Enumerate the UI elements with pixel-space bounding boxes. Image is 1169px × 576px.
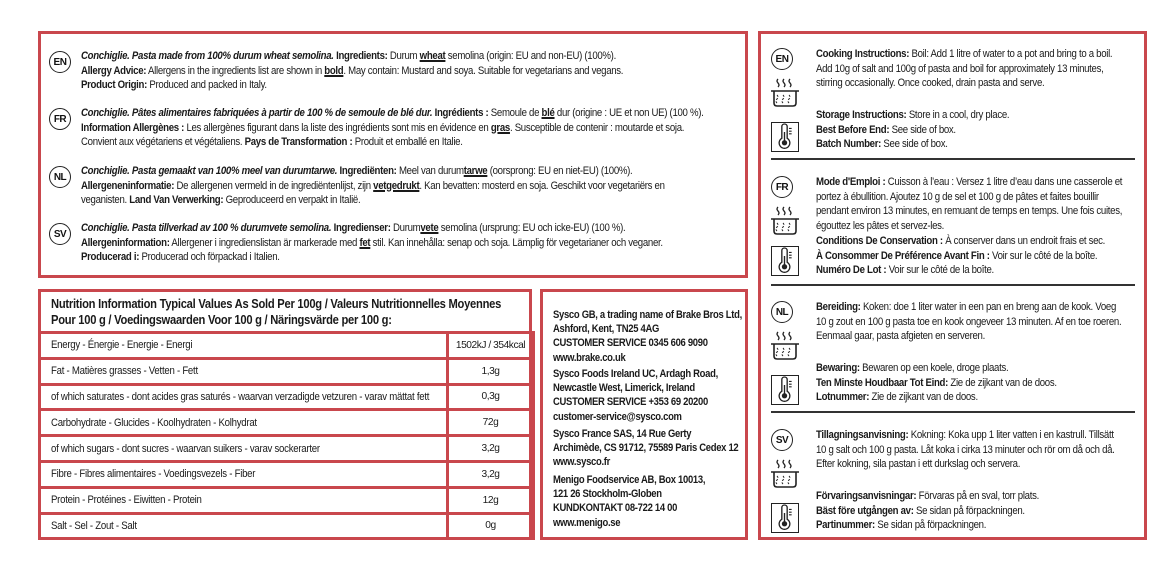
- allergen-highlight: vetgedrukt: [373, 179, 420, 192]
- nutrition-row: [40, 358, 534, 384]
- bold-label: Bewaring:: [816, 362, 860, 374]
- nutrition-row: [40, 461, 534, 487]
- text-line: [816, 175, 1143, 190]
- nutrient-value: [448, 461, 534, 487]
- bold-label: Tillagningsanvisning:: [816, 429, 909, 441]
- nutrient-label-text: Salt - Sel - Zout - Salt: [51, 519, 137, 532]
- address-line: Sysco France SAS, 14 Rue Gerty: [553, 428, 692, 440]
- nutrient-label: [40, 513, 448, 539]
- product-description: Conchiglie. Pâtes alimentaires fabriquées à partir de 100 % de semoule de blé dur.: [81, 107, 433, 119]
- thermometer-icon: [771, 246, 799, 276]
- product-description: Conchiglie. Pasta made from 100% durum wheat semolina.: [81, 50, 334, 62]
- bold-label: À Consommer De Préférence Avant Fin :: [816, 249, 990, 262]
- text-line: [81, 49, 735, 64]
- nutrient-label: [40, 384, 448, 410]
- nutrient-value-text: 0,3g: [481, 391, 500, 403]
- text-run: Se sidan på förpackningen.: [874, 519, 987, 532]
- text-run: Se sidan på förpackningen.: [913, 504, 1025, 517]
- text-run: Add 10g of salt and 100g of pasta and boil for approximately 13 minutes,: [816, 62, 1104, 75]
- text-run: stirring occasionally. Once cooked, drain pasta and serve.: [816, 77, 1045, 90]
- nutrient-label: [40, 410, 448, 436]
- allergen-highlight: gras: [490, 121, 510, 134]
- text-line: [816, 62, 1143, 77]
- bold-label: Mode d'Emploi :: [816, 176, 886, 188]
- address-sysco-france: [553, 427, 769, 470]
- bold-label: Pays de Transformation :: [244, 136, 353, 149]
- language-badge-fr: FR: [49, 108, 71, 130]
- nutrient-label-text: Carbohydrate - Glucides - Koolhydraten - Kolhydrat: [51, 416, 257, 429]
- nutrient-label-text: of which saturates - dont acides gras saturés - waarvan verzadigde vetzuren - varav mättat fett: [51, 390, 430, 403]
- thermometer-icon: [771, 122, 799, 152]
- address-lines: [553, 427, 738, 470]
- product-description: Conchiglie. Pasta gemaakt van 100% meel van durumtarwe.: [81, 165, 338, 177]
- text-line: [816, 234, 1143, 249]
- allergen-text-fr: [81, 106, 735, 150]
- text-line: [816, 263, 1143, 278]
- text-line: [816, 108, 1143, 123]
- address-line: Newcastle West, Limerick, Ireland: [553, 382, 695, 395]
- text-line: [816, 504, 1143, 519]
- text-line: [81, 121, 735, 136]
- company-address-panel: [540, 289, 748, 540]
- text-run: Producerad och förpackad i Italien.: [139, 251, 280, 264]
- cooking-section-en: [761, 34, 1144, 162]
- nutrition-row: [40, 436, 534, 462]
- text-run: Durum: [390, 222, 421, 234]
- text-run: égouttez les pâtes et servez-les.: [816, 219, 945, 232]
- nutrient-label-text: Energy - Énergie - Energie - Energi: [51, 339, 193, 352]
- text-run: Boil: Add 1 litre of water to a pot and bring to a boil.: [909, 48, 1113, 60]
- text-run: Voir sur le côté de la boîte.: [886, 264, 994, 277]
- text-run: Les allergènes figurant dans la liste des ingrédients sont mis en évidence en: [184, 121, 491, 134]
- text-line: [816, 489, 1143, 504]
- text-line: [81, 193, 735, 208]
- bold-label: Best Before End:: [816, 123, 890, 136]
- nutrient-value-text: 3,2g: [481, 468, 500, 480]
- address-line: customer-service@sysco.com: [553, 410, 682, 423]
- address-sysco-ireland: [553, 367, 745, 424]
- allergen-text-nl: [81, 164, 735, 208]
- bold-label: Partinummer:: [816, 519, 875, 532]
- nutrient-label-text: Fat - Matières grasses - Vetten - Fett: [51, 365, 198, 378]
- boiling-pot-icon: [769, 329, 801, 361]
- text-line: [816, 137, 1143, 152]
- cooking-instructions-nl: [816, 300, 1143, 344]
- language-badge-en: EN: [771, 48, 793, 70]
- text-line: [816, 361, 1143, 376]
- bold-label: Ingrédients :: [434, 107, 489, 119]
- boiling-pot-icon: [769, 204, 801, 236]
- address-lines: [553, 308, 742, 365]
- address-line: Archimède, CS 91712, 75589 Paris Cedex 12: [553, 442, 739, 455]
- text-line: [816, 329, 1143, 344]
- text-line: [81, 250, 735, 265]
- nutrient-label: [40, 487, 448, 513]
- nutrient-label: [40, 358, 448, 384]
- address-line: CUSTOMER SERVICE +353 69 20200: [553, 396, 708, 409]
- text-line: [81, 236, 735, 251]
- nutrient-value: [448, 436, 534, 462]
- nutrient-value: [448, 333, 534, 359]
- nutrition-title-line-2: Pour 100 g / Voedingswaarden Voor 100 g / Näringsvärde per 100 g:: [51, 311, 392, 327]
- nutrient-value-text: 12g: [482, 494, 499, 506]
- text-run: Zie de zijkant van de doos.: [869, 391, 978, 404]
- nutrient-label-text: of which sugars - dont sucres - waarvan suikers - varav sockerarter: [51, 442, 320, 455]
- nutrition-row: [40, 333, 534, 359]
- text-line: [81, 106, 735, 121]
- bold-label: Land Van Verwerking:: [129, 194, 224, 207]
- bold-label: Allergeninformation:: [81, 236, 170, 249]
- bold-label: Producerad i:: [81, 251, 140, 264]
- text-line: [816, 249, 1143, 264]
- bold-label: Storage Instructions:: [816, 109, 907, 121]
- text-line: [816, 190, 1143, 205]
- text-run: Convient aux végétariens et végétaliens.: [81, 136, 245, 149]
- bold-label: Numéro De Lot :: [816, 264, 887, 277]
- text-line: [816, 76, 1143, 91]
- language-badge-en: EN: [49, 51, 71, 73]
- cooking-instructions-fr: [816, 175, 1143, 233]
- nutrient-label-text: Protein - Protéines - Eiwitten - Protein: [51, 494, 202, 507]
- text-line: [816, 443, 1143, 458]
- text-run: 10 g salt och 100 g pasta. Låt koka i cirka 13 minuter och rör om då och då.: [816, 443, 1115, 456]
- nutrient-value-text: 72g: [482, 417, 499, 429]
- address-lines: [553, 367, 718, 424]
- nutrient-value: [448, 487, 534, 513]
- text-run: . Susceptible de contenir : moutarde et soja.: [509, 121, 685, 134]
- cooking-storage-panel: [758, 31, 1147, 540]
- nutrient-value-text: 1502kJ / 354kcal: [455, 339, 526, 351]
- text-run: Allergener i ingredienslistan är markerade med: [169, 236, 360, 249]
- text-run: Zie de zijkant van de doos.: [948, 376, 1057, 389]
- nutrient-label: [40, 436, 448, 462]
- address-line: Sysco Foods Ireland UC, Ardagh Road,: [553, 368, 718, 380]
- cooking-section-nl: [761, 287, 1144, 415]
- language-badge-fr: FR: [771, 176, 793, 198]
- text-run: stil. Kan innehålla: senap och soja. Lämplig för vegetarianer och veganer.: [370, 236, 663, 249]
- text-run: portez à ébullition. Ajoutez 10 g de sel et 100 g de pâtes et faites bouillir: [816, 190, 1099, 203]
- text-run: . May contain: Mustard and soya. Suitable for vegetarians and vegans.: [343, 64, 624, 77]
- text-run: Förvaras på en sval, torr plats.: [916, 490, 1039, 502]
- text-line: [816, 376, 1143, 391]
- text-line: [816, 428, 1143, 443]
- ingredients-allergen-panel: [38, 31, 748, 278]
- bold-label: Ingredients:: [336, 50, 388, 62]
- nutrient-value-text: 3,2g: [481, 443, 500, 455]
- nutrient-label: [40, 333, 448, 359]
- storage-instructions-fr: [816, 234, 1143, 278]
- cooking-section-fr: [761, 162, 1144, 290]
- text-run: Kokning: Koka upp 1 liter vatten i en kastrull. Tillsätt: [908, 429, 1114, 441]
- text-run: Allergens in the ingredients list are shown in: [146, 64, 325, 77]
- text-line: [816, 300, 1143, 315]
- storage-instructions-sv: [816, 489, 1143, 533]
- nutrient-value: [448, 384, 534, 410]
- address-line: KUNDKONTAKT 08-722 14 00: [553, 502, 678, 515]
- bold-label: Bäst före utgången av:: [816, 504, 914, 517]
- text-run: Voir sur le côté de la boîte.: [989, 249, 1098, 262]
- text-line: [816, 204, 1143, 219]
- text-line: [81, 164, 735, 179]
- address-line: 121 26 Stockholm-Globen: [553, 488, 662, 501]
- text-line: [81, 179, 735, 194]
- address-line: www.brake.co.uk: [553, 351, 626, 364]
- section-divider: [771, 284, 1135, 286]
- storage-instructions-en: [816, 108, 1143, 152]
- bold-label: Conditions De Conservation :: [816, 235, 943, 247]
- text-run: Semoule de: [488, 107, 542, 119]
- language-badge-nl: NL: [49, 166, 71, 188]
- address-line: www.menigo.se: [553, 516, 621, 529]
- nutrition-title-line-1: Nutrition Information Typical Values As Sold Per 100g / Valeurs Nutritionnelles Moyennes: [51, 296, 502, 311]
- text-run: Produced and packed in Italy.: [147, 79, 267, 92]
- cooking-instructions-sv: [816, 428, 1143, 472]
- nutrition-panel: [38, 289, 532, 540]
- text-run: Produit et emballé en Italie.: [352, 136, 463, 149]
- nutrient-value: [448, 410, 534, 436]
- text-run: veganisten.: [81, 194, 130, 207]
- bold-label: Lotnummer:: [816, 391, 870, 404]
- bold-label: Information Allergènes :: [81, 121, 185, 134]
- allergen-highlight: blé: [541, 107, 555, 119]
- product-description: Conchiglie. Pasta tillverkad av 100 % durumvete semolina.: [81, 222, 332, 234]
- address-line: CUSTOMER SERVICE 0345 606 9090: [553, 337, 708, 350]
- allergen-highlight: tarwe: [463, 165, 488, 177]
- text-run: Meel van durum: [396, 165, 464, 177]
- text-line: [816, 315, 1143, 330]
- text-run: 10 g zout en 100 g pasta toe en kook ongeveer 13 minuten. Af en toe roeren.: [816, 315, 1122, 328]
- nutrition-row: [40, 384, 534, 410]
- thermometer-icon: [771, 375, 799, 405]
- bold-label: Ingrediënten:: [339, 165, 397, 177]
- text-line: [816, 47, 1143, 62]
- nutrient-label: [40, 461, 448, 487]
- nutrient-value-text: 1,3g: [481, 365, 500, 377]
- text-run: Eenmaal gaar, pasta afgieten en serveren.: [816, 330, 985, 343]
- allergen-highlight: fet: [359, 236, 371, 249]
- allergen-text-en: [81, 49, 735, 93]
- allergen-highlight: wheat: [419, 50, 446, 62]
- text-run: Geproduceerd en verpakt in Italië.: [223, 194, 361, 207]
- address-menigo: [553, 473, 730, 530]
- text-run: . Kan bevatten: mosterd en soja. Geschikt voor vegetariërs en: [419, 179, 665, 192]
- allergen-highlight: bold: [324, 64, 344, 77]
- nutrition-row: [40, 410, 534, 436]
- boiling-pot-icon: [769, 76, 801, 108]
- address-line: Sysco GB, a trading name of Brake Bros Ltd,: [553, 309, 742, 321]
- address-line: Ashford, Kent, TN25 4AG: [553, 323, 660, 336]
- text-run: De allergenen vermeld in de ingrediëntenlijst, zijn: [174, 179, 374, 192]
- text-run: See side of box.: [889, 123, 956, 136]
- nutrient-label-text: Fibre - Fibres alimentaires - Voedingsvezels - Fiber: [51, 468, 256, 481]
- text-line: [816, 123, 1143, 138]
- cooking-instructions-en: [816, 47, 1143, 91]
- nutrition-row: [40, 513, 534, 539]
- nutrient-value: [448, 358, 534, 384]
- thermometer-icon: [771, 503, 799, 533]
- language-badge-sv: SV: [49, 223, 71, 245]
- text-run: Bewaren op een koele, droge plaats.: [859, 362, 1009, 374]
- text-run: dur (origine : UE et non UE) (100 %).: [554, 107, 704, 119]
- text-run: pendant environ 13 minutes, en remuant de temps en temps. Une fois cuites,: [816, 205, 1123, 218]
- section-divider: [771, 411, 1135, 413]
- language-badge-sv: SV: [771, 429, 793, 451]
- text-line: [816, 219, 1143, 234]
- text-run: Koken: doe 1 liter water in een pan en breng aan de kook. Voeg: [860, 301, 1117, 313]
- text-run: semolina (ursprung: EU och icke-EU) (100 %).: [438, 222, 626, 234]
- text-run: (oorsprong: EU en niet-EU) (100%).: [487, 165, 633, 177]
- address-line: Menigo Foodservice AB, Box 10013,: [553, 474, 706, 486]
- nutrition-row: [40, 487, 534, 513]
- text-run: semolina (origin: EU and non-EU) (100%).: [445, 50, 616, 62]
- bold-label: Cooking Instructions:: [816, 48, 910, 60]
- language-badge-nl: NL: [771, 301, 793, 323]
- address-line: www.sysco.fr: [553, 456, 611, 469]
- cooking-section-sv: [761, 415, 1144, 540]
- bold-label: Ingredienser:: [333, 222, 391, 234]
- text-line: [81, 78, 735, 93]
- nutrient-value-text: 0g: [485, 520, 496, 532]
- nutrition-title: [51, 296, 501, 327]
- allergen-highlight: vete: [420, 222, 439, 234]
- text-line: [816, 390, 1143, 405]
- text-line: [81, 64, 735, 79]
- text-line: [816, 518, 1143, 533]
- bold-label: Allergy Advice:: [81, 64, 147, 77]
- text-run: See side of box.: [881, 138, 948, 151]
- nutrition-table: [38, 331, 535, 540]
- section-divider: [771, 158, 1135, 160]
- text-run: Efter kokning, sila pastan i ett durkslag och servera.: [816, 458, 1021, 471]
- text-run: Cuisson à l’eau : Versez 1 litre d’eau dans une casserole et: [885, 176, 1123, 188]
- text-run: Store in a cool, dry place.: [906, 109, 1010, 121]
- text-run: À conserver dans un endroit frais et sec.: [942, 235, 1106, 247]
- address-sysco-gb: [553, 308, 773, 365]
- boiling-pot-icon: [769, 457, 801, 489]
- text-line: [816, 457, 1143, 472]
- text-run: Durum: [387, 50, 420, 62]
- bold-label: Product Origin:: [81, 79, 148, 92]
- storage-instructions-nl: [816, 361, 1143, 405]
- bold-label: Ten Minste Houdbaar Tot Eind:: [816, 376, 949, 389]
- text-line: [81, 221, 735, 236]
- nutrient-value: [448, 513, 534, 539]
- allergen-text-sv: [81, 221, 735, 265]
- bold-label: Batch Number:: [816, 138, 882, 151]
- address-lines: [553, 473, 705, 530]
- bold-label: Förvaringsanvisningar:: [816, 490, 917, 502]
- text-line: [81, 135, 735, 150]
- bold-label: Allergeneninformatie:: [81, 179, 175, 192]
- bold-label: Bereiding:: [816, 301, 861, 313]
